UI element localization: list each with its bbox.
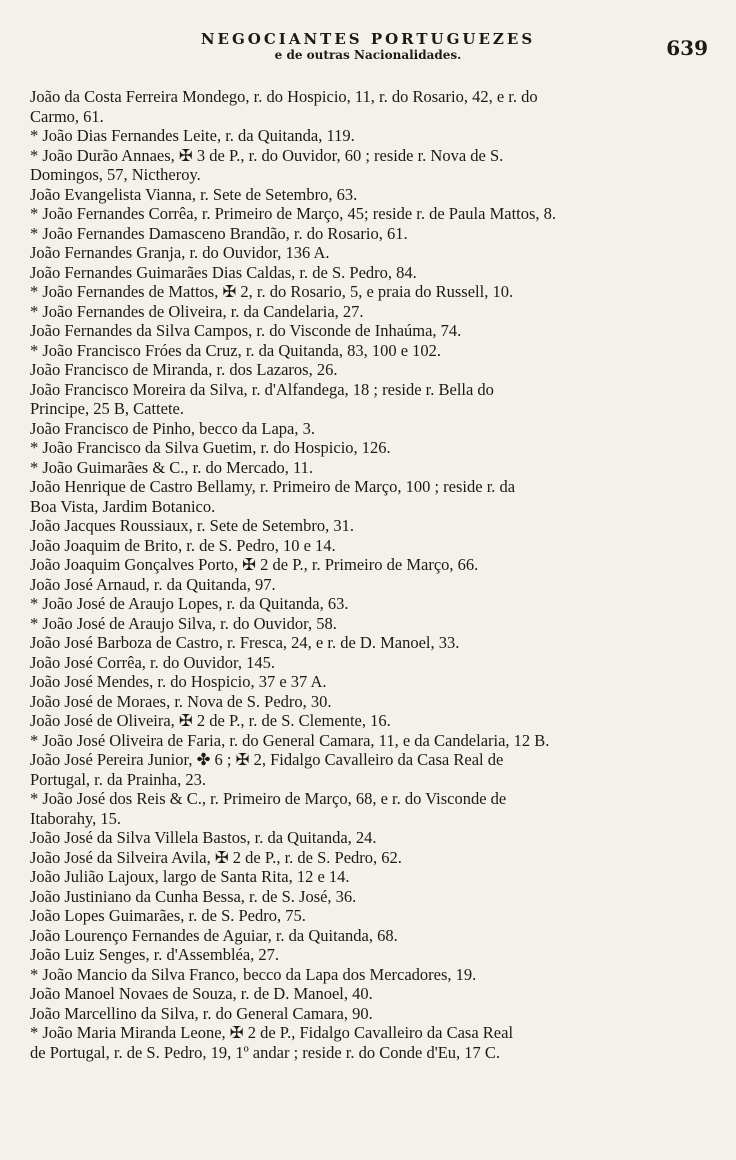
- directory-entry: [30, 321, 680, 341]
- directory-entry: [30, 263, 680, 283]
- entry-continuation: de Portugal, r. de S. Pedro, 19, 1º andar ; reside r. do Conde d'Eu, 17 C.: [30, 1042, 501, 1062]
- entry-line: João Francisco de Miranda, r. dos Lazaros, 26.: [30, 360, 338, 379]
- entry-line: * João José de Araujo Lopes, r. da Quitanda, 63.: [30, 594, 349, 613]
- entry-line: João Manoel Novaes de Souza, r. de D. Manoel, 40.: [30, 984, 373, 1003]
- directory-entry: [30, 360, 680, 380]
- entry-line: João José Pereira Junior, ✤ 6 ; ✠ 2, Fidalgo Cavalleiro da Casa Real de: [30, 750, 504, 769]
- entry-line: João Lourenço Fernandes de Aguiar, r. da Quitanda, 68.: [30, 925, 398, 945]
- entry-line: * João Francisco Fróes da Cruz, r. da Quitanda, 83, 100 e 102.: [30, 340, 442, 360]
- entry-line: João Joaquim de Brito, r. de S. Pedro, 10 e 14.: [30, 535, 336, 555]
- directory-entry: [30, 380, 680, 419]
- entry-line: * João Fernandes Corrêa, r. Primeiro de Março, 45; reside r. de Paula Mattos, 8.: [30, 204, 557, 223]
- directory-entries: [30, 87, 680, 1062]
- directory-entry: [30, 146, 680, 185]
- directory-entry: [30, 867, 680, 887]
- directory-entry: [30, 458, 680, 478]
- directory-entry: [30, 575, 680, 595]
- directory-entry: [30, 438, 680, 458]
- directory-entry: [30, 965, 680, 985]
- entry-line: * João Francisco da Silva Guetim, r. do Hospicio, 126.: [30, 438, 391, 457]
- directory-entry: [30, 906, 680, 926]
- directory-entry: [30, 419, 680, 439]
- directory-entry: [30, 633, 680, 653]
- entry-line: João Julião Lajoux, largo de Santa Rita, 12 e 14.: [30, 867, 350, 886]
- directory-entry: [30, 692, 680, 712]
- entry-line: * João José dos Reis & C., r. Primeiro de Março, 68, e r. do Visconde de: [30, 789, 507, 808]
- directory-entry: [30, 224, 680, 244]
- directory-entry: [30, 653, 680, 673]
- directory-entry: [30, 204, 680, 224]
- directory-entry: [30, 711, 680, 731]
- entry-line: * João José de Araujo Silva, r. do Ouvidor, 58.: [30, 613, 337, 633]
- page-number: 639: [666, 36, 708, 60]
- entry-line: * João Guimarães & C., r. do Mercado, 11.: [30, 457, 314, 477]
- directory-entry: [30, 477, 680, 516]
- entry-continuation: Principe, 25 B, Cattete.: [30, 399, 184, 418]
- directory-entry: [30, 945, 680, 965]
- entry-line: João Fernandes da Silva Campos, r. do Visconde de Inhaúma, 74.: [30, 321, 462, 340]
- entry-line: João José da Silva Villela Bastos, r. da Quitanda, 24.: [30, 828, 377, 847]
- page-header: [0, 30, 736, 62]
- entry-continuation: Itaborahy, 15.: [30, 808, 122, 828]
- entry-line: * João Durão Annaes, ✠ 3 de P., r. do Ouvidor, 60 ; reside r. Nova de S.: [30, 145, 504, 165]
- directory-entry: [30, 555, 680, 575]
- entry-line: João Joaquim Gonçalves Porto, ✠ 2 de P., r. Primeiro de Março, 66.: [30, 555, 479, 574]
- entry-continuation: Boa Vista, Jardim Botanico.: [30, 496, 216, 516]
- directory-entry: [30, 731, 680, 751]
- directory-entry: [30, 536, 680, 556]
- directory-entry: [30, 750, 680, 789]
- entry-line: João Francisco de Pinho, becco da Lapa, 3.: [30, 418, 315, 438]
- entry-line: João Fernandes Granja, r. do Ouvidor, 136 A.: [30, 243, 330, 262]
- entry-continuation: Portugal, r. da Prainha, 23.: [30, 769, 206, 789]
- directory-entry: [30, 126, 680, 146]
- directory-entry: [30, 1023, 680, 1062]
- entry-line: João José de Moraes, r. Nova de S. Pedro, 30.: [30, 691, 332, 711]
- entry-line: * João Dias Fernandes Leite, r. da Quitanda, 119.: [30, 126, 355, 145]
- directory-entry: [30, 614, 680, 634]
- page-subtitle: e de outras Nacionalidades.: [274, 48, 462, 62]
- directory-entry: [30, 516, 680, 536]
- entry-line: João Evangelista Vianna, r. Sete de Setembro, 63.: [30, 184, 358, 204]
- entry-line: * João Mancio da Silva Franco, becco da Lapa dos Mercadores, 19.: [30, 964, 477, 984]
- entry-line: João Justiniano da Cunha Bessa, r. de S. José, 36.: [30, 886, 357, 906]
- directory-entry: [30, 302, 680, 322]
- directory-entry: [30, 594, 680, 614]
- entry-line: * João Fernandes de Oliveira, r. da Candelaria, 27.: [30, 301, 364, 321]
- entry-line: João José Mendes, r. do Hospicio, 37 e 37 A.: [30, 672, 327, 691]
- entry-line: João Luiz Senges, r. d'Assembléa, 27.: [30, 945, 280, 964]
- entry-continuation: Domingos, 57, Nictheroy.: [30, 165, 201, 184]
- directory-entry: [30, 848, 680, 868]
- directory-entry: [30, 243, 680, 263]
- entry-line: João José de Oliveira, ✠ 2 de P., r. de S. Clemente, 16.: [30, 711, 391, 730]
- entry-line: João Fernandes Guimarães Dias Caldas, r. de S. Pedro, 84.: [30, 262, 417, 282]
- entry-line: João Henrique de Castro Bellamy, r. Primeiro de Março, 100 ; reside r. da: [30, 477, 516, 496]
- entry-line: João José Arnaud, r. da Quitanda, 97.: [30, 574, 276, 594]
- directory-entry: [30, 984, 680, 1004]
- entry-line: João José Barboza de Castro, r. Fresca, 24, e r. de D. Manoel, 33.: [30, 633, 460, 652]
- entry-line: João Marcellino da Silva, r. do General Camara, 90.: [30, 1003, 373, 1023]
- entry-continuation: Carmo, 61.: [30, 106, 104, 126]
- entry-line: * João José Oliveira de Faria, r. do General Camara, 11, e da Candelaria, 12 B.: [30, 730, 550, 750]
- entry-line: * João Maria Miranda Leone, ✠ 2 de P., Fidalgo Cavalleiro da Casa Real: [30, 1023, 514, 1042]
- directory-entry: [30, 828, 680, 848]
- directory-entry: [30, 672, 680, 692]
- directory-entry: [30, 341, 680, 361]
- entry-line: João Francisco Moreira da Silva, r. d'Alfandega, 18 ; reside r. Bella do: [30, 379, 494, 399]
- entry-line: João da Costa Ferreira Mondego, r. do Hospicio, 11, r. do Rosario, 42, e r. do: [30, 87, 538, 106]
- directory-entry: [30, 1004, 680, 1024]
- entry-line: João José Corrêa, r. do Ouvidor, 145.: [30, 652, 275, 672]
- entry-line: João Lopes Guimarães, r. de S. Pedro, 75.: [30, 906, 306, 925]
- page-title: NEGOCIANTES PORTUGUEZES: [200, 30, 536, 48]
- directory-entry: [30, 282, 680, 302]
- entry-line: João Jacques Roussiaux, r. Sete de Setembro, 31.: [30, 516, 354, 535]
- entry-line: * João Fernandes de Mattos, ✠ 2, r. do Rosario, 5, e praia do Russell, 10.: [30, 282, 514, 301]
- entry-line: João José da Silveira Avila, ✠ 2 de P., r. de S. Pedro, 62.: [30, 847, 402, 867]
- directory-entry: [30, 789, 680, 828]
- directory-entry: [30, 87, 680, 126]
- entry-line: * João Fernandes Damasceno Brandão, r. do Rosario, 61.: [30, 223, 408, 243]
- directory-entry: [30, 926, 680, 946]
- directory-entry: [30, 887, 680, 907]
- directory-entry: [30, 185, 680, 205]
